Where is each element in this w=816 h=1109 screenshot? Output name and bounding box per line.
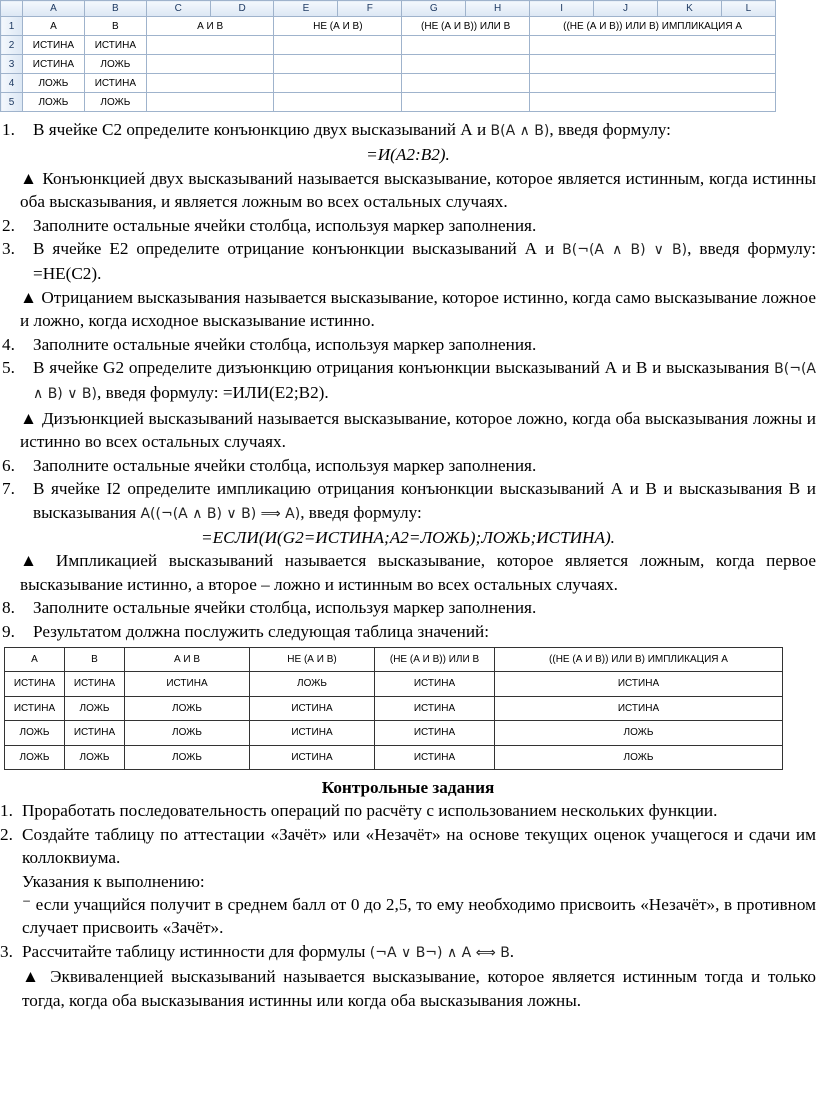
col-header-d[interactable]: D [210,1,274,17]
sheet-row-2 [1,36,776,55]
cell-c3[interactable] [146,55,274,74]
col-header-c[interactable]: C [146,1,210,17]
step-1: 1. В ячейке C2 определите конъюнкцию двух высказываний А и B(A ∧ B), введя формулу: [2,120,671,139]
col-header-a[interactable]: A [22,1,84,17]
col-header-g[interactable]: G [402,1,466,17]
cell-i5[interactable] [530,93,776,112]
col-header-k[interactable]: K [657,1,721,17]
col-header-h[interactable]: H [466,1,530,17]
col-header-e[interactable]: E [274,1,338,17]
column-header-row [1,1,776,17]
note-equivalence: ▲ Эквиваленцией высказываний называется высказывание, которое является истинным тогда и только тогда, когда оба высказывания истинны или когда оба высказывания ложны. [22,967,816,1010]
sheet-row-3 [1,55,776,74]
cell-b2[interactable]: ИСТИНА [84,36,146,55]
cell-g1[interactable]: (НЕ (А И В)) ИЛИ В [402,17,530,36]
cell-b1[interactable]: B [84,17,146,36]
cell-i4[interactable] [530,74,776,93]
cell-e5[interactable] [274,93,402,112]
table-row: ЛОЖЬ ИСТИНА ЛОЖЬ ИСТИНА ИСТИНА ЛОЖЬ [5,721,783,745]
sheet-row-5 [1,93,776,112]
cell-a4[interactable]: ЛОЖЬ [22,74,84,93]
table-row: ИСТИНА ИСТИНА ИСТИНА ЛОЖЬ ИСТИНА ИСТИНА [5,672,783,696]
cell-a2[interactable]: ИСТИНА [22,36,84,55]
cell-i1[interactable]: ((НЕ (А И В)) ИЛИ В) ИМПЛИКАЦИЯ А [530,17,776,36]
cell-c4[interactable] [146,74,274,93]
cell-g5[interactable] [402,93,530,112]
cell-b3[interactable]: ЛОЖЬ [84,55,146,74]
sheet-row-4 [1,74,776,93]
step-8: 8. Заполните остальные ячейки столбца, используя маркер заполнения. [2,598,537,618]
step-2: 2. Заполните остальные ячейки столбца, используя маркер заполнения. [2,215,537,235]
step-7: 7. В ячейке I2 определите импликацию отрицания конъюнкции высказываний А и В и высказывания В и высказывания A((¬(A ∧ B) ∨ B) ⟹ A), введя формулу: [2,479,816,522]
row-header-3[interactable]: 3 [1,55,23,74]
row-header-5[interactable]: 5 [1,93,23,112]
task-2-hint: Указания к выполнению: [22,871,205,891]
note-conjunction: ▲ Конъюнкцией двух высказываний называется высказывание, которое является истинным, когда истинны оба высказывания, и является ложным во всех остальных случаях. [20,168,816,212]
task-2: 2. Создайте таблицу по аттестации «Зачёт» или «Незачёт» на основе текущих оценок учащегося и сдачи им коллоквиума. [0,824,816,868]
step-6: 6. Заполните остальные ячейки столбца, используя маркер заполнения. [2,455,537,475]
formula-image: A((¬(A ∧ B) ∨ B) ⟹ A) [140,505,301,522]
step-9: 9. Результатом должна послужить следующая таблица значений: [2,621,490,641]
cell-g2[interactable] [402,36,530,55]
section-title: Контрольные задания [321,777,495,797]
row-header-1[interactable]: 1 [1,17,23,36]
cell-b5[interactable]: ЛОЖЬ [84,93,146,112]
spreadsheet [0,0,776,112]
note-implication: ▲ Импликацией высказываний называется высказывание, которое является ложным, когда первое высказывание истинно, а второе – ложно и истинным во всех остальных случаях. [20,551,816,594]
note-disjunction: ▲ Дизъюнкцией высказываний называется высказывание, которое ложно, когда оба высказывания ложны и истинно во всех остальных случаях. [20,408,816,452]
col-header-f[interactable]: F [338,1,402,17]
col-header-j[interactable]: J [594,1,658,17]
cell-a3[interactable]: ИСТИНА [22,55,84,74]
cell-g3[interactable] [402,55,530,74]
cell-c5[interactable] [146,93,274,112]
step-3: 3. В ячейке E2 определите отрицание конъюнкции высказываний А и B(¬(A ∧ B) ∨ B), введя формулу: =НЕ(C2). [2,239,816,284]
cell-g4[interactable] [402,74,530,93]
table-row: ЛОЖЬ ЛОЖЬ ЛОЖЬ ИСТИНА ИСТИНА ЛОЖЬ [5,745,783,769]
instructions [0,118,816,1012]
formula-image: B(¬(A ∧ B) ∨ B) [33,361,816,403]
formula-image: B(A ∧ B) [490,123,550,139]
col-header-i[interactable]: I [530,1,594,17]
task-2-bullet: ⁻ если учащийся получит в среднем балл от 0 до 2,5, то ему необходимо присвоить «Незачёт», в противном случает присвоить «Зачёт». [22,895,816,938]
row-header-4[interactable]: 4 [1,74,23,93]
cell-c2[interactable] [146,36,274,55]
step-5: 5. В ячейке G2 определите дизъюнкцию отрицания конъюнкции высказываний А и В и высказывания B(¬(A ∧ B) ∨ B), введя формулу: =ИЛИ(E2;B2). [2,358,816,403]
task-1: 1. Проработать последовательность операций по расчёту с использованием нескольких функции. [0,801,718,821]
col-header-l[interactable]: L [721,1,775,17]
task-3: 3. Рассчитайте таблицу истинности для формулы (¬A ∨ B¬) ∧ A ⟺ B. [0,941,515,961]
cell-a5[interactable]: ЛОЖЬ [22,93,84,112]
sheet-row-1 [1,17,776,36]
cell-i2[interactable] [530,36,776,55]
cell-e1[interactable]: НЕ (А И В) [274,17,402,36]
cell-e4[interactable] [274,74,402,93]
cell-b4[interactable]: ИСТИНА [84,74,146,93]
step-1-formula: =И(A2:B2). [366,145,450,165]
cell-c1[interactable]: А И В [146,17,274,36]
step-7-formula: =ЕСЛИ(И(G2=ИСТИНА;A2=ЛОЖЬ);ЛОЖЬ;ИСТИНА). [201,527,615,547]
select-all-corner[interactable] [1,1,23,17]
result-header-row: A B А И В НЕ (А И В) (НЕ (А И В)) ИЛИ В ((НЕ (А И В)) ИЛИ В) ИМПЛИКАЦИЯ А [5,647,783,671]
cell-e2[interactable] [274,36,402,55]
row-header-2[interactable]: 2 [1,36,23,55]
step-4: 4. Заполните остальные ячейки столбца, используя маркер заполнения. [2,334,537,354]
col-header-b[interactable]: B [84,1,146,17]
table-row: ИСТИНА ЛОЖЬ ЛОЖЬ ИСТИНА ИСТИНА ИСТИНА [5,696,783,720]
note-negation: ▲ Отрицанием высказывания называется высказывание, которое истинно, когда само высказывание ложное и ложно, когда исходное высказывание истинно. [20,287,816,331]
cell-a1[interactable]: A [22,17,84,36]
result-table-wrap [0,647,816,770]
result-table [4,647,783,770]
formula-image: (¬A ∨ B¬) ∧ A ⟺ B [369,944,510,961]
formula-image: B(¬(A ∧ B) ∨ B) [562,242,688,259]
spreadsheet-grid [0,0,776,112]
cell-e3[interactable] [274,55,402,74]
cell-i3[interactable] [530,55,776,74]
